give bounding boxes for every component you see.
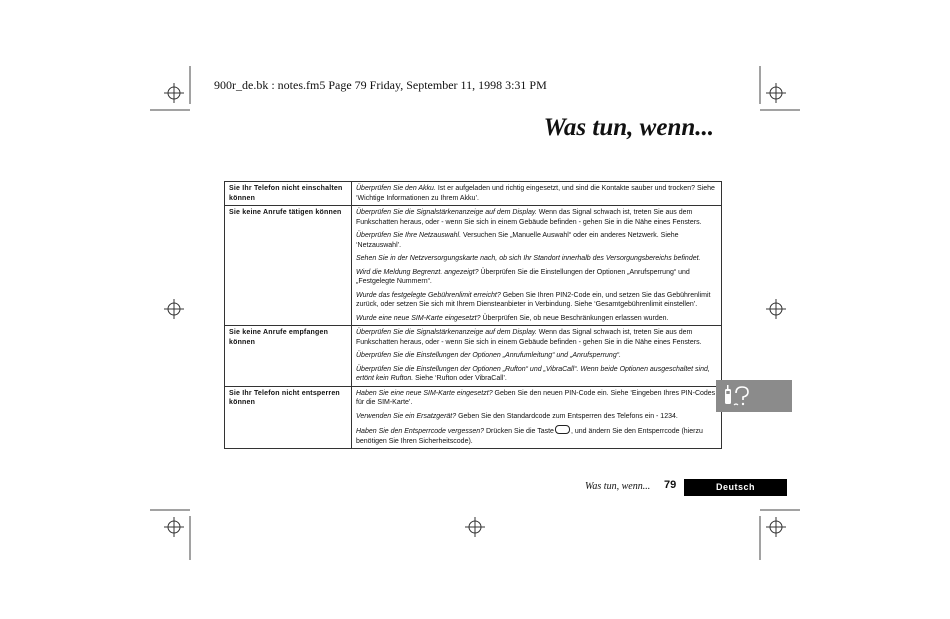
solution-text: Wenn das Signal schwach ist, treten Sie aus dem Funkschatten heraus, oder - wenn Sie sich in einem Gebäude befinden - gehen Sie in die Nähe eines Fensters. xyxy=(356,329,702,346)
solution-text: Geben Sie Ihren PIN2-Code ein, und setzen Sie das Gebührenlimit zurück, oder setzen Sie sich mit Ihrem Diensteanbieter in Verbindung. Siehe ‘Gesamtgebührenlimit einstellen’. xyxy=(356,291,711,308)
solution-question: Überprüfen Sie die Signalstärkenanzeige auf dem Display. xyxy=(356,209,537,216)
language-bar: Deutsch xyxy=(684,479,787,496)
solution-text: Ist er aufgeladen und richtig eingesetzt, und sind die Kontakte sauber und trocken? Siehe ‘Wichtige Informationen zu Ihrem Akku’. xyxy=(356,185,715,202)
solution-paragraph xyxy=(356,425,717,446)
condition-cell: Sie Ihr Telefon nicht entsperren können xyxy=(225,386,352,449)
page-number: 79 xyxy=(664,479,677,491)
registration-target-icon xyxy=(766,517,786,537)
solution-question: Haben Sie eine neue SIM-Karte eingesetzt? xyxy=(356,389,493,397)
solution-question: Wird die Meldung Begrenzt. angezeigt? xyxy=(356,268,479,276)
phone-with-question-icon xyxy=(722,383,752,409)
solution-question: Überprüfen Sie Ihre Netzauswahl. xyxy=(356,232,462,239)
solution-question: Verwenden Sie ein Ersatzgerät? xyxy=(356,412,457,420)
table-row xyxy=(225,182,722,206)
solution-text: Überprüfen Sie die Einstellungen der Optionen „Anrufsperrung“ und „Festgelegte Nummern“. xyxy=(356,268,690,285)
registration-target-icon xyxy=(164,299,184,319)
condition-cell: Sie keine Anrufe tätigen können xyxy=(225,206,352,326)
solution-text: Versuchen Sie „Manuelle Auswahl“ oder ein anderes Netzwerk. Siehe ‘Netzauswahl’. xyxy=(356,232,679,249)
solution-paragraph xyxy=(356,328,717,347)
registration-target-icon xyxy=(465,517,485,537)
solution-question: Überprüfen Sie den Akku. xyxy=(356,185,436,192)
table-row xyxy=(225,206,722,326)
solution-text: , und ändern Sie den Entsperrcode (hierzu benötigen Sie Ihren Sicherheitscode). xyxy=(356,428,703,445)
file-info-header: 900r_de.bk : notes.fm5 Page 79 Friday, September 11, 1998 3:31 PM xyxy=(214,78,547,92)
registration-target-icon xyxy=(164,83,184,103)
registration-target-icon xyxy=(766,83,786,103)
condition-cell: Sie Ihr Telefon nicht einschalten können xyxy=(225,182,352,206)
solution-text: Überprüfen Sie, ob neue Beschränkungen erlassen wurden. xyxy=(480,314,669,322)
solution-paragraph xyxy=(356,268,717,287)
solution-paragraph xyxy=(356,365,717,384)
solution-question: Sehen Sie in der Netzversorgungskarte nach, ob sich Ihr Standort innerhalb des Versorgungsbereichs befindet. xyxy=(356,255,701,262)
solution-text: Geben Sie den Standardcode zum Entsperren des Telefons ein - 1234. xyxy=(456,412,678,420)
solution-paragraph xyxy=(356,231,717,250)
footer-title: Was tun, wenn... xyxy=(585,481,651,492)
solution-cell xyxy=(352,386,722,449)
solution-paragraph xyxy=(356,412,717,422)
registration-target-icon xyxy=(164,517,184,537)
solution-paragraph xyxy=(356,351,717,361)
section-tab xyxy=(716,380,792,412)
solution-paragraph xyxy=(356,208,717,227)
solution-paragraph xyxy=(356,389,717,408)
registration-target-icon xyxy=(766,299,786,319)
solution-paragraph xyxy=(356,254,717,264)
solution-text: Drücken Sie die Taste xyxy=(484,428,554,435)
solution-text: Wenn das Signal schwach ist, treten Sie aus dem Funkschatten heraus, oder - wenn Sie sich in einem Gebäude befinden - gehen Sie in die Nähe eines Fensters. xyxy=(356,209,702,226)
solution-cell xyxy=(352,206,722,326)
solution-cell xyxy=(352,182,722,206)
table-row xyxy=(225,326,722,387)
solution-paragraph xyxy=(356,314,717,324)
solution-question: Wurde eine neue SIM-Karte eingesetzt? xyxy=(356,314,481,322)
solution-text: Geben Sie den neuen PIN-Code ein. Siehe ‘Eingeben Ihres PIN-Codes für die SIM-Karte’. xyxy=(356,389,716,406)
menu-key-icon xyxy=(555,425,570,434)
troubleshooting-table-body xyxy=(225,182,722,449)
solution-question: Überprüfen Sie die Einstellungen der Optionen „Anrufumleitung“ und „Anrufsperrung“. xyxy=(356,352,621,359)
solution-question: Wurde das festgelegte Gebührenlimit erreicht? xyxy=(356,291,501,299)
solution-question: Überprüfen Sie die Einstellungen der Optionen „Rufton“ und „VibraCall“. Wenn beide Optionen ausgeschaltet sind, ertönt kein Rufton. xyxy=(356,365,710,382)
solution-paragraph xyxy=(356,184,717,203)
solution-question: Haben Sie den Entsperrcode vergessen? xyxy=(356,428,485,435)
condition-cell: Sie keine Anrufe empfangen können xyxy=(225,326,352,387)
table-row xyxy=(225,386,722,449)
troubleshooting-table xyxy=(224,181,722,449)
solution-cell xyxy=(352,326,722,387)
solution-paragraph xyxy=(356,291,717,310)
solution-text: Siehe ‘Rufton oder VibraCall’. xyxy=(413,375,507,382)
solution-question: Überprüfen Sie die Signalstärkenanzeige auf dem Display. xyxy=(356,329,537,336)
page-title: Was tun, wenn... xyxy=(543,114,714,141)
